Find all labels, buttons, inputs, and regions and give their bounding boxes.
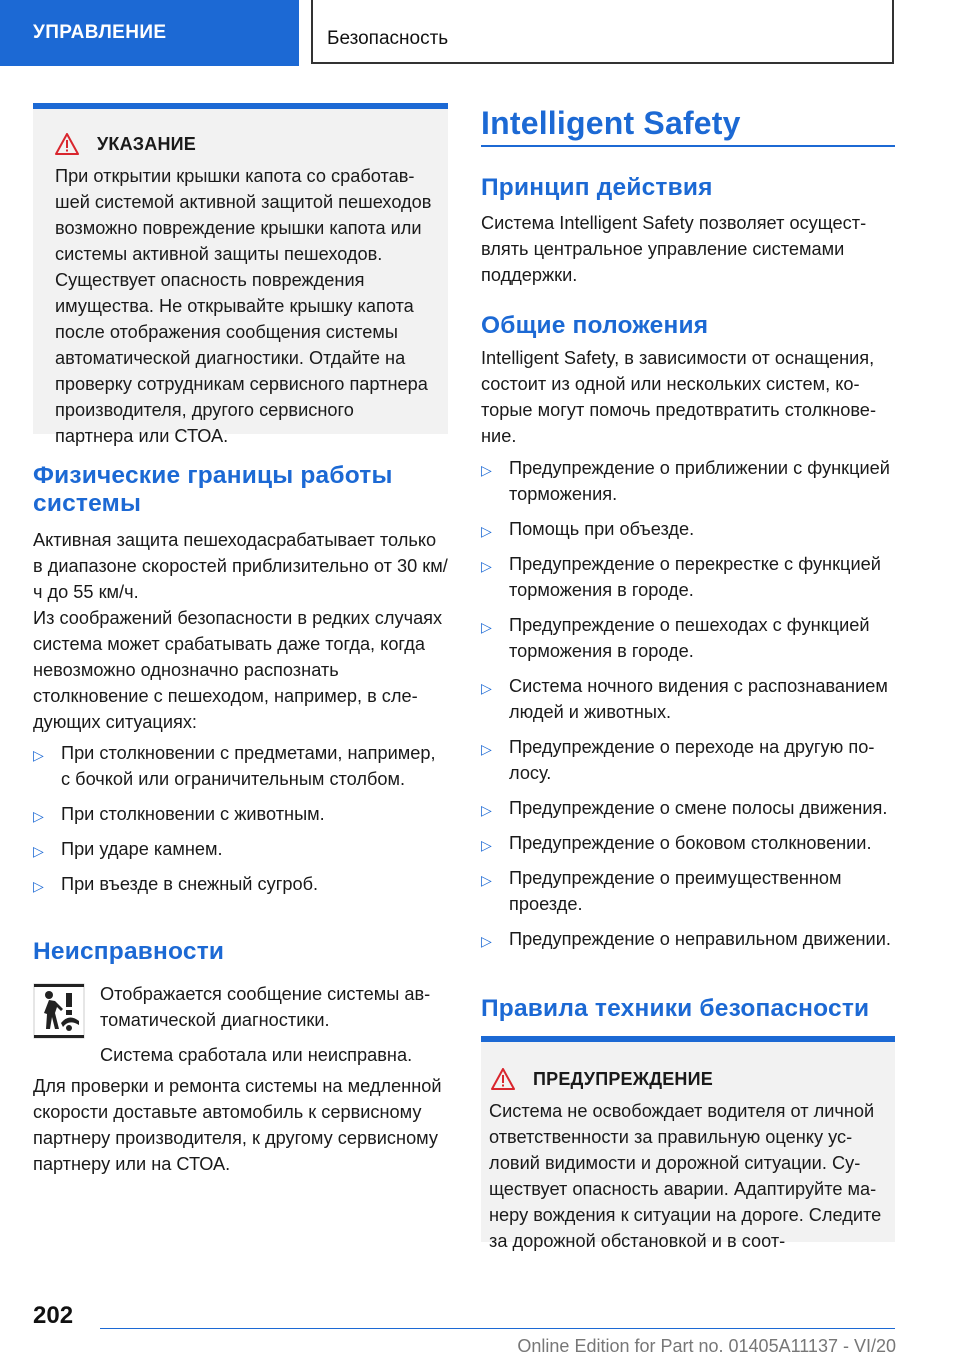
general-title: Общие положения [481,312,709,339]
bullet-triangle-icon: ▷ [481,933,492,949]
warning-triangle-icon [491,1068,515,1090]
faults-icon-text: Отображается сообщение системы автоматической диагностики. [100,984,431,1030]
physical-limits-p1: Активная защита пешеходасрабатывает только в диапазоне скоростей приблизительно от 30 км/ч до 55 км/ч. [33,530,448,602]
list-item: ▷ При ударе камнем. [33,836,448,862]
chapter-box [311,0,894,64]
warning-box [481,1036,895,1251]
bullet-triangle-icon: ▷ [481,558,492,574]
list-item: ▷ Предупреждение о переходе на другую полосу. [481,737,875,783]
section-label: УПРАВЛЕНИЕ [33,22,167,43]
list-item: ▷ Предупреждение о преимущественном проезде. [481,868,842,914]
physical-limits-p2: Из соображений безопасности в редких случаях система может срабатывать даже тогда, когда невозможно однозначно распознать столкновение с пешеходом, например, в следующих ситуациях: [33,608,443,732]
notice-header [55,133,434,155]
bullet-triangle-icon: ▷ [33,808,44,824]
warning-text: Система не освобождает водителя от личной ответственности за правильную оценку условий видимости и дорожной ситуации. Существует опасность аварии. Адаптируйте манеру вождения к ситуации на дороге. Следите за дорожной обстановкой и в соот- [489,1101,882,1251]
faults-icon-text2: Система сработала или неисправна. [100,1045,413,1065]
physical-limits-title: Физические границы работы системы [33,462,393,517]
page-number: 202 [33,1302,74,1329]
bullet-triangle-icon: ▷ [33,843,44,859]
bullet-triangle-icon: ▷ [481,462,492,478]
notice-title: УКАЗАНИЕ [97,133,197,154]
list-item: ▷ Система ночного видения с распознаванием людей и животных. [481,676,888,722]
bullet-triangle-icon: ▷ [481,741,492,757]
bullet-triangle-icon: ▷ [33,878,44,894]
list-item: ▷ При столкновении с предметами, например, с бочкой или ограничительным столбом. [33,743,436,789]
bullet-triangle-icon: ▷ [33,747,44,763]
list-item: ▷ Предупреждение о боковом столкновении. [481,830,895,856]
list-item: ▷ Предупреждение о смене полосы движения. [481,795,895,821]
footer-rule [100,1328,895,1329]
edition-text: Online Edition for Part no. 01405A11137 - VI/20 [517,1336,896,1356]
list-item: ▷ Предупреждение о пешеходах с функцией торможения в городе. [481,615,870,661]
principle-title: Принцип действия [481,174,713,201]
warning-header [489,1068,885,1090]
general-text: Intelligent Safety, в зависимости от оснащения, состоит из одной или нескольких систем, которые могут помочь предотвратить столкновение. [481,348,876,446]
list-item: ▷ Помощь при объезде. [481,516,895,542]
principle-text: Система Intelligent Safety позволяет осуществлять центральное управление системами поддержки. [481,213,867,285]
warning-triangle-icon [55,133,79,155]
bullet-triangle-icon: ▷ [481,523,492,539]
list-item: ▷ При въезде в снежный сугроб. [33,871,448,897]
bullet-triangle-icon: ▷ [481,680,492,696]
section-tab [0,0,299,66]
faults-title: Неисправности [33,938,225,965]
systems-list [481,455,895,961]
warning-title: ПРЕДУПРЕЖДЕНИЕ [533,1068,713,1089]
title-rule [481,145,895,147]
physical-limits-list [33,740,448,906]
list-item: ▷ Предупреждение о перекрестке с функцией торможения в городе. [481,554,881,600]
chapter-label: Безопасность [327,28,449,49]
notice-box [33,103,448,446]
bullet-triangle-icon: ▷ [481,872,492,888]
bullet-triangle-icon: ▷ [481,837,492,853]
bullet-triangle-icon: ▷ [481,802,492,818]
faults-paragraph: Для проверки и ремонта системы на медленной скорости доставьте автомобиль к сервисному партнеру производителя, к другому сервисному партнеру или на СТОА. [33,1076,442,1174]
pedestrian-protection-fault-icon [33,983,85,1039]
rules-title: Правила техники безопасности [481,995,870,1022]
intelligent-safety-title: Intelligent Safety [481,105,741,141]
notice-text: При открытии крышки капота со сработавшей системой активной защитой пешеходов возможно повреждение крышки капота или системы активной защиты пешеходов. Существует опасность повреждения имущества. Не открывайте крышку капота после отображения сообщения системы автоматической диагностики. Отдайте на проверку сотрудникам сервисного партнера производителя, другого сервисного партнера или СТОА. [55,166,432,446]
bullet-triangle-icon: ▷ [481,619,492,635]
list-item: ▷ Предупреждение о приближении с функцией торможения. [481,458,890,504]
list-item: ▷ Предупреждение о неправильном движении. [481,926,895,952]
list-item: ▷ При столкновении с животным. [33,801,448,827]
